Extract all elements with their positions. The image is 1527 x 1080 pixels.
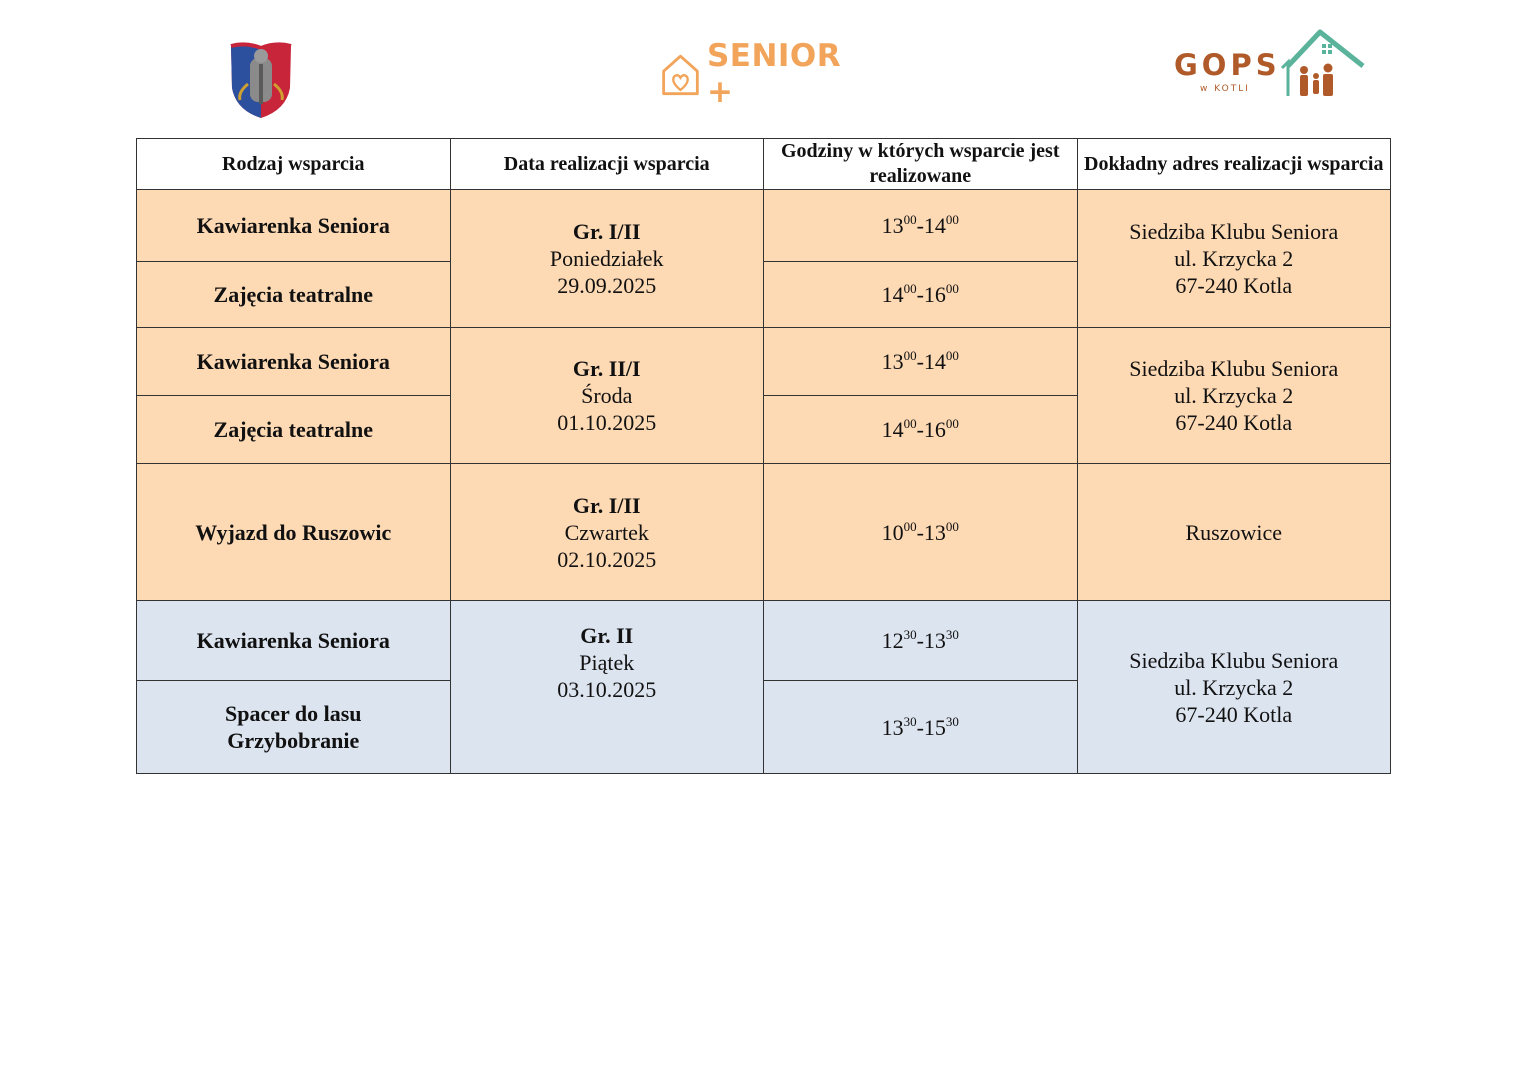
date-label: 29.09.2025 xyxy=(557,273,657,298)
gops-logo xyxy=(1170,26,1370,102)
senior-plus-logo xyxy=(658,38,868,110)
address-cell: Siedziba Klubu Seniora ul. Krzycka 2 67-240 Kotla xyxy=(1077,190,1391,328)
table-row xyxy=(137,190,1391,262)
activity-cell: Kawiarenka Seniora xyxy=(137,190,451,262)
date-cell xyxy=(450,601,764,774)
coat-of-arms-logo xyxy=(226,40,296,120)
schedule-table xyxy=(136,138,1391,774)
day-label: Piątek xyxy=(579,649,635,675)
header-support-address: Dokładny adres realizacji wsparcia xyxy=(1077,139,1391,190)
header-support-date: Data realizacji wsparcia xyxy=(450,139,764,190)
activity-cell: Wyjazd do Ruszowic xyxy=(137,464,451,601)
time-cell: $13^{30}-15^{30}$ xyxy=(764,681,1078,774)
time-cell: $12^{30}-13^{30}$ xyxy=(764,601,1078,681)
time-cell: $13^{00}-14^{00}$ xyxy=(764,190,1078,262)
date-label: 03.10.2025 xyxy=(557,676,657,702)
group-label: Gr. II/I xyxy=(572,356,641,381)
activity-cell: Zajęcia teatralne xyxy=(137,262,451,328)
time-cell: $14^{00}-16^{00}$ xyxy=(764,396,1078,464)
time-cell: $13^{00}-14^{00}$ xyxy=(764,328,1078,396)
date-cell xyxy=(450,190,764,328)
address-cell: Ruszowice xyxy=(1077,464,1391,601)
date-label: 02.10.2025 xyxy=(557,546,657,572)
group-label: Gr. I/II xyxy=(572,219,641,244)
table-header-row xyxy=(137,139,1391,190)
time-cell: $10^{00}-13^{00}$ xyxy=(764,464,1078,601)
gops-logo-subtitle: w KOTLI xyxy=(1200,84,1250,94)
day-label: Czwartek xyxy=(564,519,649,545)
address-cell: Siedziba Klubu Seniora ul. Krzycka 2 67-240 Kotla xyxy=(1077,328,1391,464)
group-label: Gr. I/II xyxy=(572,492,641,518)
date-label: 01.10.2025 xyxy=(557,410,657,435)
day-label: Poniedziałek xyxy=(549,246,664,271)
shield-icon xyxy=(226,40,296,120)
activity-cell: Kawiarenka Seniora xyxy=(137,601,451,681)
house-heart-icon xyxy=(658,49,703,99)
gops-logo-text: GOPS xyxy=(1174,48,1281,82)
activity-cell: Zajęcia teatralne xyxy=(137,396,451,464)
group-label: Gr. II xyxy=(580,622,634,648)
header-support-hours: Godziny w których wsparcie jest realizowane xyxy=(764,139,1078,190)
table-row xyxy=(137,601,1391,681)
header-support-type: Rodzaj wsparcia xyxy=(137,139,451,190)
activity-cell: Spacer do lasu Grzybobranie xyxy=(137,681,451,774)
table-row xyxy=(137,464,1391,601)
date-cell xyxy=(450,328,764,464)
table-row xyxy=(137,328,1391,396)
time-cell: $14^{00}-16^{00}$ xyxy=(764,262,1078,328)
senior-logo-text: SENIOR + xyxy=(706,38,842,110)
date-cell xyxy=(450,464,764,601)
activity-cell: Kawiarenka Seniora xyxy=(137,328,451,396)
day-label: Środa xyxy=(581,383,633,408)
address-cell: Siedziba Klubu Seniora ul. Krzycka 2 67-240 Kotla xyxy=(1077,601,1391,774)
